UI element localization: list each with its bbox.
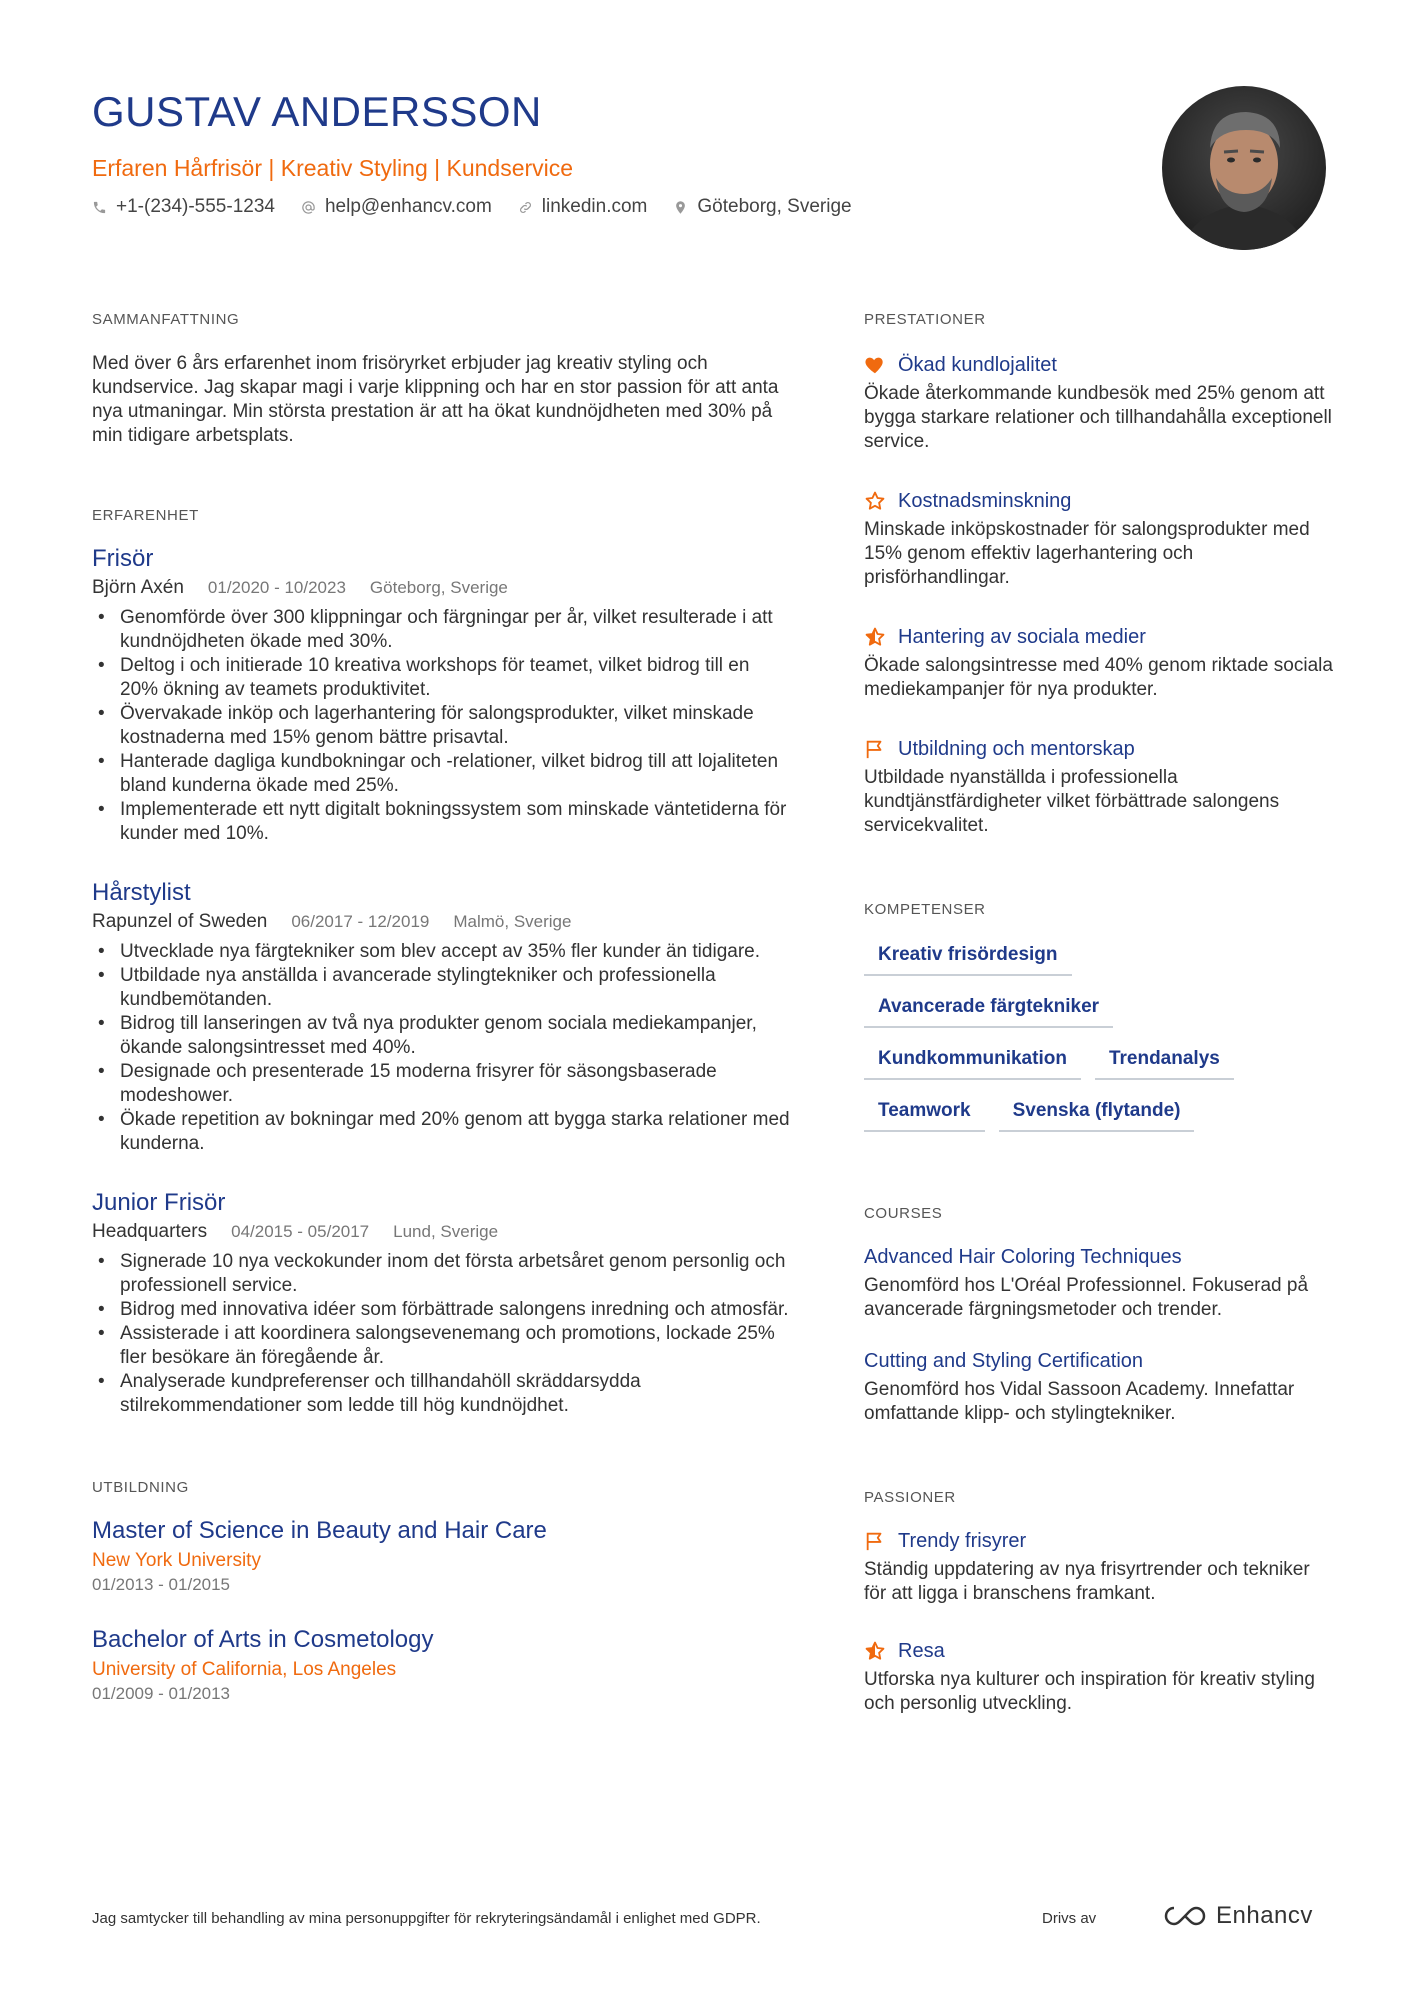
job-bullet: • Bidrog till lanseringen av två nya produkter genom sociala mediekampanjer, ökande salongsintresset med 40%. [92, 1012, 792, 1060]
skill-tag: Trendanalys [1095, 1042, 1234, 1080]
achievement-title: Hantering av sociala medier [898, 626, 1146, 648]
skill-tag: Svenska (flytande) [999, 1094, 1195, 1132]
job-location: Lund, Sverige [393, 1222, 499, 1241]
job-bullet: • Deltog i och initierade 10 kreativa workshops för teamet, vilket bidrog till en 20% ökning av teamets produktivitet. [92, 654, 792, 702]
job-bullet: • Utbildade nya anställda i avancerade stylingtekniker och professionella kundbemötanden. [92, 964, 792, 1012]
education-entry [92, 1625, 792, 1706]
job-entry [92, 544, 792, 846]
job-bullet: • Implementerade ett nytt digitalt bokningssystem som minskade väntetiderna för kunder med 10%. [92, 798, 792, 846]
location-text: Göteborg, Sverige [697, 196, 852, 217]
passion-desc: Utforska nya kulturer och inspiration för kreativ styling och personlig utveckling. [864, 1669, 1315, 1714]
infinity-logo-icon [1162, 1904, 1208, 1928]
passion-title: Resa [898, 1640, 945, 1662]
education-entry [92, 1516, 792, 1597]
achievement-item [864, 352, 1334, 454]
education-heading: UTBILDNING [92, 1479, 189, 1496]
achievement-desc: Minskade inköpskostnader för salongsprodukter med 15% genom effektiv lagerhantering och prisförhandlingar. [864, 519, 1310, 588]
job-bullet: • Genomförde över 300 klippningar och färgningar per år, vilket resulterade i att kundnöjdheten ökade med 30%. [92, 606, 792, 654]
job-bullet: • Designade och presenterade 15 moderna frisyrer för säsongsbaserade modeshower. [92, 1060, 792, 1108]
course-item [864, 1244, 1334, 1322]
job-bullets [92, 1250, 792, 1418]
courses-heading: COURSES [864, 1205, 943, 1222]
job-bullet: • Bidrog med innovativa idéer som förbättrade salongens inredning och atmosfär. [92, 1298, 792, 1322]
job-title: Junior Frisör [92, 1189, 226, 1216]
summary-section [92, 310, 792, 448]
job-location: Göteborg, Sverige [369, 578, 508, 597]
profile-photo [1162, 86, 1326, 250]
contact-phone[interactable] [92, 196, 275, 218]
edu-school: New York University [92, 1550, 261, 1571]
achievement-item [864, 624, 1334, 702]
phone-text: +1-(234)-555-1234 [116, 196, 275, 217]
course-desc: Genomförd hos L'Oréal Professionnel. Fokuserad på avancerade färgningsmetoder och trender. [864, 1275, 1309, 1320]
edu-dates: 01/2009 - 01/2013 [92, 1684, 231, 1703]
flag-icon [864, 738, 886, 760]
job-dates: 01/2020 - 10/2023 [207, 578, 346, 597]
at-icon [301, 200, 316, 215]
course-desc: Genomförd hos Vidal Sassoon Academy. Innefattar omfattande klipp- och stylingtekniker. [864, 1379, 1295, 1424]
passion-item [864, 1638, 1334, 1716]
skills-heading: KOMPETENSER [864, 901, 986, 918]
passion-desc: Ständig uppdatering av nya frisyrtrender och tekniker för att ligga i branschens framkant. [864, 1559, 1310, 1604]
job-meta [92, 910, 792, 934]
star-half-icon [864, 626, 886, 648]
candidate-tagline: Erfaren Hårfrisör | Kreativ Styling | Kundservice [92, 155, 574, 181]
job-company: Björn Axén [92, 577, 184, 598]
contact-linkedin[interactable] [518, 196, 648, 218]
skills-section [864, 900, 1334, 1146]
edu-school: University of California, Los Angeles [92, 1659, 397, 1680]
skill-tag: Kundkommunikation [864, 1042, 1081, 1080]
achievements-heading: PRESTATIONER [864, 311, 986, 328]
heart-icon [864, 354, 886, 376]
achievement-desc: Utbildade nyanställda i professionella kundtjänstfärdigheter vilket förbättrade salongens servicekvalitet. [864, 767, 1280, 836]
link-icon [518, 200, 533, 215]
achievement-title: Utbildning och mentorskap [898, 738, 1135, 760]
job-bullet: • Övervakade inköp och lagerhantering för salongsprodukter, vilket minskade kostnaderna med 15% genom bättre prisavtal. [92, 702, 792, 750]
course-title: Advanced Hair Coloring Techniques [864, 1246, 1182, 1268]
footer [92, 1902, 1332, 1929]
course-title: Cutting and Styling Certification [864, 1350, 1144, 1372]
summary-heading: SAMMANFATTNING [92, 311, 240, 328]
summary-text: Med över 6 års erfarenhet inom frisöryrket erbjuder jag kreativ styling och kundservice. Jag skapar magi i varje klippning och har en stor passion för att anta nya utmaningar. Min största prestation är att ha ökat kundnöjdheten med 30% på min tidigare arbetsplats. [92, 353, 779, 446]
skill-tag: Kreativ frisördesign [864, 938, 1072, 976]
powered-by-label: Drivs av [1042, 1910, 1097, 1927]
job-company: Rapunzel of Sweden [92, 911, 268, 932]
job-bullet: • Utvecklade nya färgtekniker som blev accept av 35% fler kunder än tidigare. [92, 940, 792, 964]
skill-tag: Teamwork [864, 1094, 985, 1132]
passions-heading: PASSIONER [864, 1489, 956, 1506]
achievement-desc: Ökade salongsintresse med 40% genom riktade sociala mediekampanjer för nya produkter. [864, 655, 1333, 700]
job-meta [92, 1220, 792, 1244]
edu-degree: Master of Science in Beauty and Hair Care [92, 1517, 547, 1544]
job-entry [92, 1188, 792, 1418]
job-entry [92, 878, 792, 1156]
achievement-item [864, 488, 1334, 590]
job-title: Frisör [92, 545, 154, 572]
job-bullet: • Signerade 10 nya veckokunder inom det första arbetsåret genom personlig och professionell service. [92, 1250, 792, 1298]
passion-title: Trendy frisyrer [898, 1530, 1027, 1552]
job-bullet: • Hanterade dagliga kundbokningar och -relationer, vilket bidrog till att lojaliteten bland kunderna ökade med 25%. [92, 750, 792, 798]
job-company: Headquarters [92, 1221, 208, 1242]
achievement-desc: Ökade återkommande kundbesök med 25% genom att bygga starkare relationer och tillhandahålla exceptionell service. [864, 383, 1332, 452]
achievement-title: Kostnadsminskning [898, 490, 1072, 512]
flag-icon [864, 1530, 886, 1552]
brand-name: Enhancv [1216, 1902, 1313, 1929]
candidate-name: GUSTAV ANDERSSON [92, 88, 542, 135]
skills-list [864, 938, 1284, 1146]
star-outline-icon [864, 490, 886, 512]
contact-location [673, 196, 851, 218]
contact-bar [92, 196, 1132, 218]
job-title: Hårstylist [92, 879, 191, 906]
job-bullets [92, 606, 792, 846]
linkedin-text: linkedin.com [541, 196, 648, 217]
job-meta [92, 576, 792, 600]
courses-section [864, 1204, 1334, 1426]
job-dates: 04/2015 - 05/2017 [231, 1222, 370, 1241]
gdpr-consent-note: Jag samtycker till behandling av mina personuppgifter för rekryteringsändamål i enlighet med GDPR. [92, 1910, 761, 1927]
edu-degree: Bachelor of Arts in Cosmetology [92, 1626, 434, 1653]
job-dates: 06/2017 - 12/2019 [291, 912, 430, 931]
phone-icon [92, 200, 107, 215]
edu-dates: 01/2013 - 01/2015 [92, 1575, 231, 1594]
job-bullet: • Assisterade i att koordinera salongsevenemang och promotions, lockade 25% fler besökare än föregående år. [92, 1322, 792, 1370]
left-column [92, 310, 792, 1706]
course-item [864, 1348, 1334, 1426]
experience-heading: ERFARENHET [92, 507, 199, 524]
education-section [92, 1478, 792, 1706]
achievement-item [864, 736, 1334, 838]
contact-email[interactable] [301, 196, 492, 218]
job-location: Malmö, Sverige [453, 912, 572, 931]
achievements-section [864, 310, 1334, 838]
star-half-icon [864, 1640, 886, 1662]
experience-section [92, 506, 792, 1418]
job-bullets [92, 940, 792, 1156]
right-column [864, 310, 1334, 1716]
skill-tag: Avancerade färgtekniker [864, 990, 1113, 1028]
location-pin-icon [673, 200, 688, 215]
passion-item [864, 1528, 1334, 1606]
enhancv-logo[interactable] [1162, 1902, 1313, 1930]
job-bullet: • Analyserade kundpreferenser och tillhandahöll skräddarsydda stilrekommendationer som ledde till hög kundnöjdhet. [92, 1370, 792, 1418]
job-bullet: • Ökade repetition av bokningar med 20% genom att bygga starka relationer med kunderna. [92, 1108, 792, 1156]
achievement-title: Ökad kundlojalitet [898, 354, 1057, 376]
email-text: help@enhancv.com [324, 196, 492, 217]
passions-section [864, 1488, 1334, 1716]
resume-header [92, 86, 1132, 218]
